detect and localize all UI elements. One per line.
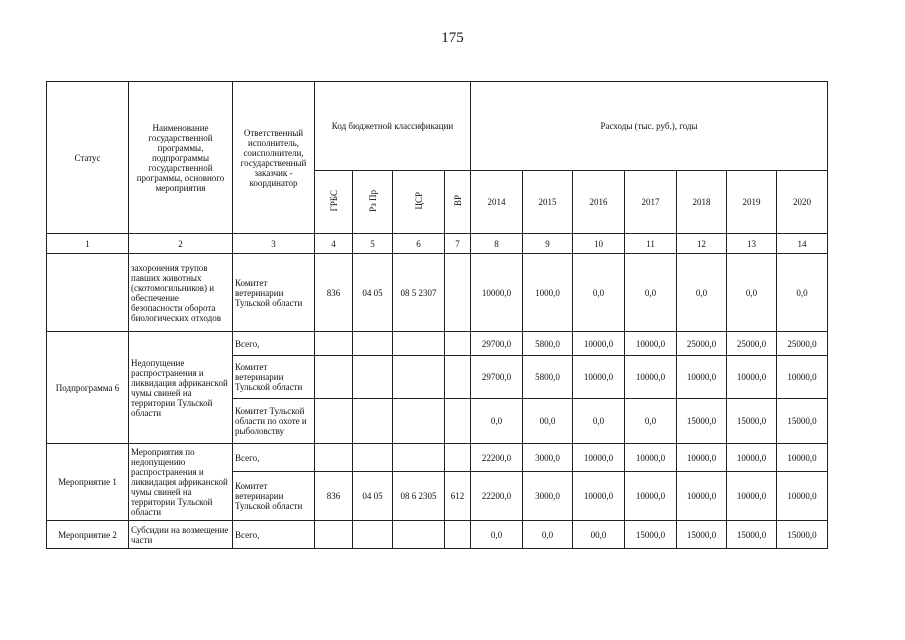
- status-cell: Мероприятие 1: [47, 444, 129, 521]
- rzpr-cell: [353, 399, 393, 444]
- value-cell: 10000,0: [727, 444, 777, 472]
- value-cell: 15000,0: [777, 399, 828, 444]
- executor-cell: Комитет ветеринарии Тульской области: [233, 356, 315, 399]
- name-cell: Недопущение распространения и ликвидация африканской чумы свиней на территории Тульской области: [129, 332, 233, 444]
- header-year: 2017: [625, 171, 677, 234]
- value-cell: 10000,0: [777, 356, 828, 399]
- header-year: 2014: [471, 171, 523, 234]
- value-cell: 15000,0: [777, 521, 828, 549]
- csr-cell: [393, 332, 445, 356]
- index-cell: 2: [129, 234, 233, 254]
- value-cell: 0,0: [573, 254, 625, 332]
- value-cell: 0,0: [727, 254, 777, 332]
- header-name: Наименование государственной программы, подпрограммы государственной программы, основного мероприятия: [129, 82, 233, 234]
- value-cell: 10000,0: [677, 472, 727, 521]
- vr-cell: 612: [445, 472, 471, 521]
- index-cell: 13: [727, 234, 777, 254]
- value-cell: 22200,0: [471, 444, 523, 472]
- index-cell: 9: [523, 234, 573, 254]
- csr-cell: [393, 444, 445, 472]
- csr-cell: 08 6 2305: [393, 472, 445, 521]
- page-number: 175: [441, 30, 464, 46]
- value-cell: 15000,0: [625, 521, 677, 549]
- rzpr-cell: [353, 444, 393, 472]
- value-cell: 10000,0: [625, 472, 677, 521]
- grbs-cell: [315, 399, 353, 444]
- executor-cell: Всего,: [233, 332, 315, 356]
- status-cell: [47, 254, 129, 332]
- index-cell: 14: [777, 234, 828, 254]
- executor-cell: Всего,: [233, 444, 315, 472]
- grbs-cell: 836: [315, 472, 353, 521]
- value-cell: 0,0: [471, 521, 523, 549]
- grbs-cell: [315, 332, 353, 356]
- vr-cell: [445, 444, 471, 472]
- value-cell: 10000,0: [573, 356, 625, 399]
- executor-cell: Комитет ветеринарии Тульской области: [233, 472, 315, 521]
- rzpr-cell: [353, 332, 393, 356]
- rzpr-cell: 04 05: [353, 254, 393, 332]
- value-cell: 0,0: [677, 254, 727, 332]
- value-cell: 10000,0: [777, 444, 828, 472]
- value-cell: 0,0: [625, 254, 677, 332]
- value-cell: 00,0: [573, 521, 625, 549]
- value-cell: 25000,0: [777, 332, 828, 356]
- header-csr: ЦСР: [413, 192, 424, 210]
- value-cell: 15000,0: [727, 521, 777, 549]
- value-cell: 5800,0: [523, 332, 573, 356]
- value-cell: 5800,0: [523, 356, 573, 399]
- executor-cell: Комитет ветеринарии Тульской области: [233, 254, 315, 332]
- name-cell: Мероприятия по недопущению распространения и ликвидация африканской чумы свиней на территории Тульской области: [129, 444, 233, 521]
- table-row: [47, 254, 828, 332]
- value-cell: 15000,0: [677, 399, 727, 444]
- value-cell: 00,0: [523, 399, 573, 444]
- rzpr-cell: [353, 521, 393, 549]
- value-cell: 0,0: [471, 399, 523, 444]
- value-cell: 1000,0: [523, 254, 573, 332]
- index-cell: 12: [677, 234, 727, 254]
- value-cell: 29700,0: [471, 332, 523, 356]
- name-cell: захоронения трупов павших животных (скотомогильников) и обеспечение безопасности оборота биологических отходов: [129, 254, 233, 332]
- index-cell: 4: [315, 234, 353, 254]
- header-year: 2018: [677, 171, 727, 234]
- value-cell: 3000,0: [523, 444, 573, 472]
- vr-cell: [445, 332, 471, 356]
- header-year: 2016: [573, 171, 625, 234]
- header-budget-code: Код бюджетной классификации: [315, 82, 471, 171]
- status-cell: Подпрограмма 6: [47, 332, 129, 444]
- header-status: Статус: [47, 82, 129, 234]
- header-grbs: ГРБС: [328, 190, 339, 212]
- value-cell: 10000,0: [727, 472, 777, 521]
- table-row: [47, 521, 828, 549]
- value-cell: 10000,0: [573, 444, 625, 472]
- header-year: 2019: [727, 171, 777, 234]
- value-cell: 15000,0: [727, 399, 777, 444]
- index-cell: 1: [47, 234, 129, 254]
- csr-cell: [393, 521, 445, 549]
- value-cell: 25000,0: [727, 332, 777, 356]
- header-year: 2020: [777, 171, 828, 234]
- vr-cell: [445, 254, 471, 332]
- grbs-cell: 836: [315, 254, 353, 332]
- header-executor: Ответственный исполнитель, соисполнители, государственный заказчик - координатор: [233, 82, 315, 234]
- value-cell: 29700,0: [471, 356, 523, 399]
- index-cell: 11: [625, 234, 677, 254]
- value-cell: 25000,0: [677, 332, 727, 356]
- rzpr-cell: 04 05: [353, 472, 393, 521]
- value-cell: 10000,0: [677, 356, 727, 399]
- vr-cell: [445, 356, 471, 399]
- index-cell: 3: [233, 234, 315, 254]
- rzpr-cell: [353, 356, 393, 399]
- value-cell: 10000,0: [573, 332, 625, 356]
- status-cell: Мероприятие 2: [47, 521, 129, 549]
- value-cell: 10000,0: [625, 332, 677, 356]
- header-expenses: Расходы (тыс. руб.), годы: [471, 82, 828, 171]
- value-cell: 10000,0: [625, 444, 677, 472]
- grbs-cell: [315, 521, 353, 549]
- value-cell: 10000,0: [471, 254, 523, 332]
- grbs-cell: [315, 356, 353, 399]
- value-cell: 10000,0: [777, 472, 828, 521]
- header-vr: ВР: [452, 195, 463, 207]
- csr-cell: [393, 399, 445, 444]
- value-cell: 10000,0: [625, 356, 677, 399]
- budget-table: [46, 81, 828, 549]
- vr-cell: [445, 399, 471, 444]
- value-cell: 0,0: [777, 254, 828, 332]
- value-cell: 10000,0: [677, 444, 727, 472]
- table-row: [47, 332, 828, 356]
- value-cell: 15000,0: [677, 521, 727, 549]
- header-year: 2015: [523, 171, 573, 234]
- csr-cell: 08 5 2307: [393, 254, 445, 332]
- grbs-cell: [315, 444, 353, 472]
- table-row: [47, 444, 828, 472]
- value-cell: 0,0: [573, 399, 625, 444]
- index-row: [47, 234, 828, 254]
- value-cell: 3000,0: [523, 472, 573, 521]
- csr-cell: [393, 356, 445, 399]
- index-cell: 6: [393, 234, 445, 254]
- name-cell: Субсидии на возмещение части: [129, 521, 233, 549]
- executor-cell: Комитет Тульской области по охоте и рыболовству: [233, 399, 315, 444]
- value-cell: 10000,0: [573, 472, 625, 521]
- header-rzpr: Рз Пр: [367, 190, 378, 212]
- index-cell: 5: [353, 234, 393, 254]
- executor-cell: Всего,: [233, 521, 315, 549]
- value-cell: 10000,0: [727, 356, 777, 399]
- index-cell: 7: [445, 234, 471, 254]
- value-cell: 0,0: [625, 399, 677, 444]
- value-cell: 22200,0: [471, 472, 523, 521]
- vr-cell: [445, 521, 471, 549]
- index-cell: 8: [471, 234, 523, 254]
- value-cell: 0,0: [523, 521, 573, 549]
- index-cell: 10: [573, 234, 625, 254]
